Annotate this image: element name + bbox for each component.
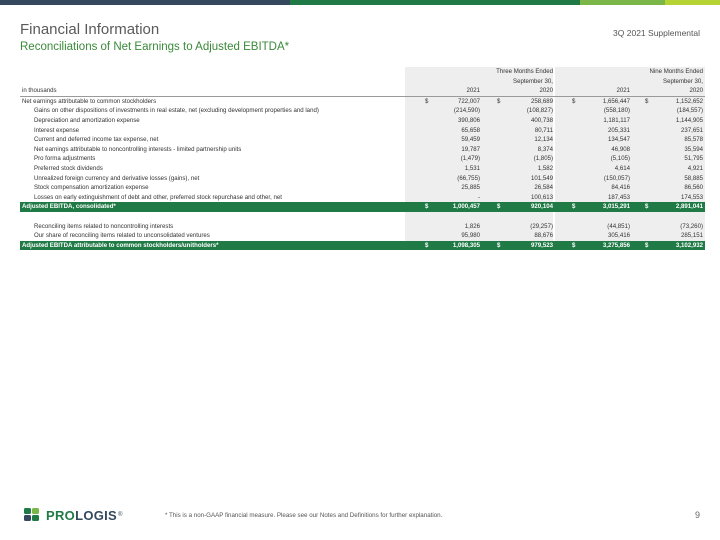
cell-value: 58,885 <box>684 174 703 182</box>
row-label: Preferred stock dividends <box>34 164 103 172</box>
row-label: Losses on early extinguishment of debt and other, preferred stock repurchase and other, net <box>34 193 282 201</box>
cell-value: 85,578 <box>684 136 703 144</box>
cell-value: - <box>477 193 480 201</box>
top-bar-segment <box>0 0 290 5</box>
cell-value: 101,549 <box>530 174 553 182</box>
table-row <box>20 135 705 145</box>
currency-symbol: $ <box>425 203 429 211</box>
table-row <box>20 145 705 155</box>
cell-value: 80,711 <box>534 126 553 134</box>
row-label: Unrealized foreign currency and derivative losses (gains), net <box>34 174 200 182</box>
cell-value: 4,614 <box>614 164 630 172</box>
table-row <box>20 231 705 241</box>
cell-value: 26,584 <box>534 184 553 192</box>
cell-value: 12,134 <box>534 136 553 144</box>
row-label: Stock compensation amortization expense <box>34 184 149 192</box>
page-subtitle: Reconciliations of Net Earnings to Adjusted EBITDA* <box>20 41 290 53</box>
prologis-logo <box>22 506 122 524</box>
table-row <box>20 126 705 136</box>
prologis-logo-icon <box>22 506 42 524</box>
cell-value: (1,479) <box>460 155 480 163</box>
cell-value: 100,613 <box>530 193 553 201</box>
cell-value: (558,180) <box>603 107 630 115</box>
cell-value: 285,151 <box>680 232 703 240</box>
row-label: Our share of reconciling items related to unconsolidated ventures <box>34 232 210 240</box>
page-title: Financial Information <box>20 21 160 38</box>
cell-value: 35,594 <box>684 145 703 153</box>
cell-value: (66,755) <box>457 174 480 182</box>
cell-value: 187,453 <box>607 193 630 201</box>
currency-symbol: $ <box>425 241 429 249</box>
row-label: Gains on other dispositions of investments in real estate, net (excluding development properties and land) <box>34 107 319 115</box>
year-header: 2021 <box>466 87 480 95</box>
currency-symbol: $ <box>645 203 649 211</box>
footnote: * This is a non-GAAP financial measure. Please see our Notes and Definitions for further explanation. <box>165 512 443 519</box>
row-label: Depreciation and amortization expense <box>34 116 140 124</box>
currency-symbol: $ <box>645 241 649 249</box>
currency-symbol: $ <box>572 241 576 249</box>
top-bar-segment <box>290 0 580 5</box>
year-header: 2020 <box>539 87 553 95</box>
cell-value: 1,582 <box>537 164 553 172</box>
total-value: 3,275,856 <box>602 241 630 249</box>
top-bar-segment <box>580 0 665 5</box>
cell-value: 59,459 <box>461 136 480 144</box>
currency-symbol: $ <box>572 97 576 105</box>
cell-value: 8,374 <box>537 145 553 153</box>
currency-symbol: $ <box>497 97 501 105</box>
page-number: 9 <box>694 510 700 520</box>
top-color-bar <box>0 0 720 5</box>
currency-symbol: $ <box>497 203 501 211</box>
table-row <box>20 174 705 184</box>
currency-symbol: $ <box>645 97 649 105</box>
total-value: 920,104 <box>530 203 553 211</box>
cell-value: 258,689 <box>530 97 553 105</box>
cell-value: 19,787 <box>461 145 480 153</box>
currency-symbol: $ <box>497 241 501 249</box>
table-spacer <box>20 212 705 222</box>
table-row <box>20 193 705 203</box>
cell-value: 95,980 <box>461 232 480 240</box>
cell-value: (150,057) <box>603 174 630 182</box>
cell-value: 25,885 <box>461 184 480 192</box>
currency-symbol: $ <box>572 203 576 211</box>
cell-value: 84,416 <box>611 184 630 192</box>
reconciliation-table <box>20 67 705 250</box>
total-value: 1,000,457 <box>452 203 480 211</box>
cell-value: (5,105) <box>610 155 630 163</box>
cell-value: 205,331 <box>607 126 630 134</box>
adjusted-ebitda-attributable-row <box>20 241 705 251</box>
cell-value: 237,651 <box>680 126 703 134</box>
nine-months-subheader: September 30, <box>663 77 703 85</box>
row-label: Net earnings attributable to noncontrolling interests - limited partnership units <box>34 145 242 153</box>
table-header-row <box>20 67 705 77</box>
table-row <box>20 97 705 107</box>
cell-value: 305,416 <box>607 232 630 240</box>
cell-value: 1,531 <box>464 164 480 172</box>
total-label: Adjusted EBITDA, consolidated* <box>22 203 116 211</box>
total-label: Adjusted EBITDA attributable to common stockholders/unitholders* <box>22 241 219 249</box>
cell-value: (44,851) <box>607 222 630 230</box>
cell-value: 1,144,905 <box>675 116 703 124</box>
total-value: 2,891,041 <box>675 203 703 211</box>
table-row <box>20 183 705 193</box>
cell-value: (1,805) <box>533 155 553 163</box>
year-header: 2021 <box>616 87 630 95</box>
cell-value: 51,795 <box>684 155 703 163</box>
cell-value: 1,152,652 <box>675 97 703 105</box>
total-value: 1,098,305 <box>452 241 480 249</box>
cell-value: 1,656,447 <box>602 97 630 105</box>
logo-text-logis: LOGIS <box>75 507 118 523</box>
row-label: Net earnings attributable to common stockholders <box>22 97 157 105</box>
cell-value: (108,827) <box>526 107 553 115</box>
table-row <box>20 106 705 116</box>
table-year-row <box>20 86 705 97</box>
cell-value: (29,257) <box>530 222 553 230</box>
cell-value: 88,676 <box>534 232 553 240</box>
logo-text-pro: PRO <box>46 507 76 523</box>
logo-registered: ® <box>118 512 123 518</box>
table-header-row <box>20 77 705 87</box>
units-label: in thousands <box>22 87 57 95</box>
adjusted-ebitda-consolidated-row <box>20 202 705 212</box>
row-label: Reconciling items related to noncontrolling interests <box>34 222 174 230</box>
table-row <box>20 154 705 164</box>
cell-value: (184,557) <box>676 107 703 115</box>
table-row <box>20 222 705 232</box>
row-label: Current and deferred income tax expense, net <box>34 136 159 144</box>
cell-value: 65,658 <box>461 126 480 134</box>
cell-value: 1,826 <box>464 222 480 230</box>
cell-value: 46,908 <box>611 145 630 153</box>
cell-value: 4,921 <box>687 164 703 172</box>
cell-value: 722,007 <box>457 97 480 105</box>
three-months-subheader: September 30, <box>513 77 553 85</box>
cell-value: (73,260) <box>680 222 703 230</box>
row-label: Pro forma adjustments <box>34 155 96 163</box>
cell-value: 86,560 <box>684 184 703 192</box>
cell-value: 400,738 <box>530 116 553 124</box>
cell-value: 134,547 <box>607 136 630 144</box>
three-months-header: Three Months Ended <box>496 68 553 75</box>
cell-value: 1,181,117 <box>603 116 630 124</box>
currency-symbol: $ <box>425 97 429 105</box>
table-row <box>20 116 705 126</box>
top-bar-segment <box>665 0 720 5</box>
total-value: 979,523 <box>530 241 553 249</box>
total-value: 3,102,932 <box>675 241 703 249</box>
nine-months-header: Nine Months Ended <box>649 68 703 75</box>
cell-value: 390,806 <box>457 116 480 124</box>
table-row <box>20 164 705 174</box>
cell-value: (214,590) <box>453 107 480 115</box>
cell-value: 174,553 <box>680 193 703 201</box>
total-value: 3,015,291 <box>602 203 630 211</box>
row-label: Interest expense <box>34 126 80 134</box>
year-header: 2020 <box>689 87 703 95</box>
supplemental-label: 3Q 2021 Supplemental <box>613 28 700 38</box>
